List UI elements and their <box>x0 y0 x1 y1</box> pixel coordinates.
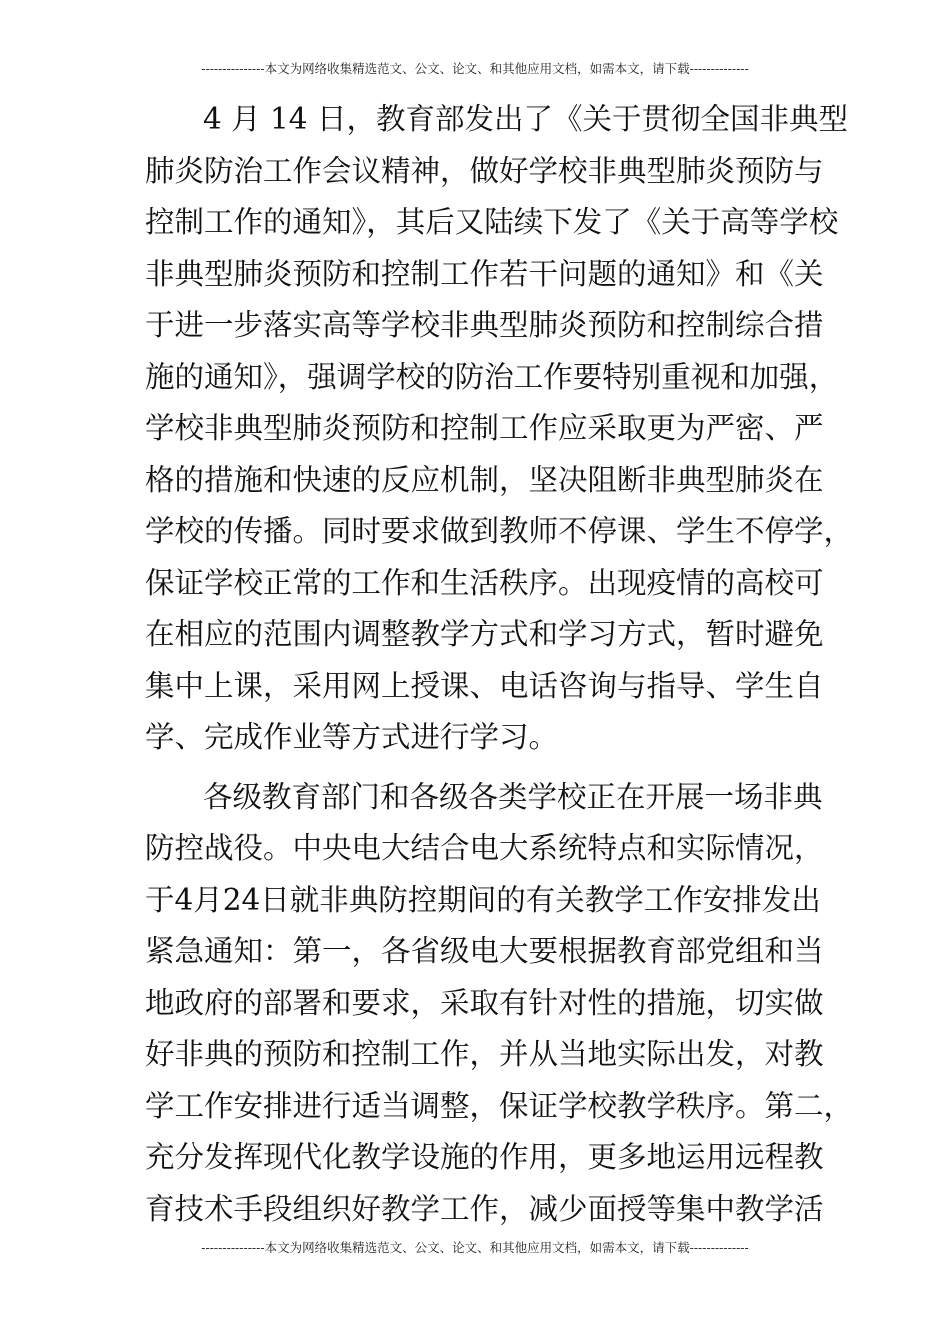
paragraph-line: 保证学校正常的工作和生活秩序。出现疫情的高校可 <box>145 565 824 600</box>
paragraph-gap <box>145 764 809 772</box>
paragraph-line: 4 月 14 日，教育部发出了《关于贯彻全国非典型 <box>203 102 848 136</box>
footer-note: ---------------本文为网络收集精选范文、公文、论文、和其他应用文档，如需本文，请下载-------------- <box>201 1240 749 1255</box>
paragraph-line: 地政府的部署和要求，采取有针对性的措施，切实做 <box>145 985 824 1020</box>
paragraph-line: 育技术手段组织好教学工作，减少面授等集中教学活 <box>145 1191 824 1226</box>
paragraph-line: 好非典的预防和控制工作，并从当地实际出发，对教 <box>145 1037 824 1071</box>
body-text <box>145 94 854 1235</box>
paragraph-line: 充分发挥现代化教学设施的作用，更多地运用远程教 <box>145 1140 824 1174</box>
paragraph-line: 于4月24日就非典防控期间的有关教学工作安排发出 <box>145 882 821 917</box>
header-note: ---------------本文为网络收集精选范文、公文、论文、和其他应用文档，如需本文，请下载-------------- <box>201 61 749 76</box>
paragraph-line: 学工作安排进行适当调整，保证学校教学秩序。第二， <box>145 1088 854 1123</box>
paragraph-line: 学校非典型肺炎预防和控制工作应采取更为严密、严 <box>145 411 824 445</box>
paragraph-line: 控制工作的通知》，其后又陆续下发了《关于高等学校 <box>145 205 839 239</box>
paragraph-line: 格的措施和快速的反应机制，坚决阻断非典型肺炎在 <box>145 462 824 497</box>
paragraph-line: 各级教育部门和各级各类学校正在开展一场非典 <box>203 779 823 814</box>
paragraph-line: 紧急通知：第一，各省级电大要根据教育部党组和当 <box>145 934 824 968</box>
paragraph-line: 肺炎防治工作会议精神，做好学校非典型肺炎预防与 <box>145 153 824 188</box>
paragraph-line: 非典型肺炎预防和控制工作若干问题的通知》和《关 <box>145 256 824 291</box>
paragraph-line: 施的通知》，强调学校的防治工作要特别重视和加强， <box>145 359 839 394</box>
paragraph-2 <box>145 772 854 1236</box>
paragraph-line: 学、完成作业等方式进行学习。 <box>145 720 559 754</box>
paragraph-line: 防控战役。中央电大结合电大系统特点和实际情况， <box>145 831 824 865</box>
paragraph-line: 学校的传播。同时要求做到教师不停课、学生不停学， <box>145 514 854 548</box>
paragraph-1 <box>145 94 854 764</box>
paragraph-line: 于进一步落实高等学校非典型肺炎预防和控制综合措 <box>145 308 824 342</box>
paragraph-line: 集中上课，采用网上授课、电话咨询与指导、学生自 <box>145 668 824 703</box>
paragraph-line: 在相应的范围内调整教学方式和学习方式，暂时避免 <box>145 617 824 651</box>
